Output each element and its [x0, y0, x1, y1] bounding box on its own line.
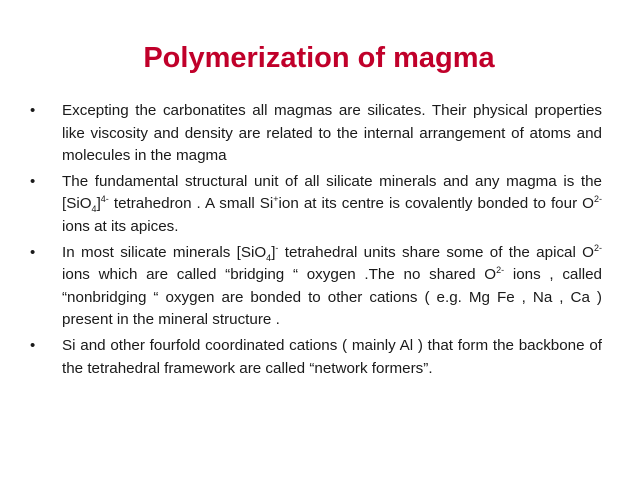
bullet-item-3: [30, 242, 602, 332]
superscript: 2-: [593, 242, 602, 253]
text-run: ]: [271, 243, 276, 261]
bullet-text: [62, 173, 602, 235]
bullet-item-1: [30, 100, 602, 168]
superscript: -: [275, 242, 279, 253]
text-run: ions , called “nonbridging “ oxygen are bonded to other cations ( e.g. Mg Fe , Na , Ca ) present in the mineral structure .: [62, 266, 603, 329]
subscript: 4: [266, 252, 272, 263]
text-run: ions at its apices.: [62, 217, 179, 235]
bullet-dot-icon: •: [30, 336, 36, 354]
bullet-list: [30, 100, 602, 383]
text-run: tetrahedral units share some of the apical O: [278, 243, 594, 261]
bullet-item-2: [30, 171, 602, 239]
text-run: ions which are called “bridging “ oxygen .The no shared O: [62, 266, 497, 284]
text-run: tetrahedron . A small Si: [108, 195, 274, 213]
bullet-text: [62, 244, 602, 329]
text-run: ion at its centre is covalently bonded to four O: [278, 195, 594, 213]
slide-title: Polymerization of magma: [143, 42, 495, 74]
bullet-text: Excepting the carbonatites all magmas are silicates. Their physical properties like viscosity and density are related to the internal arrangement of atoms and molecules in the magma: [62, 102, 602, 165]
bullet-dot-icon: •: [30, 102, 36, 119]
superscript: 4-: [100, 194, 109, 205]
bullet-item-4: [30, 335, 602, 380]
superscript: 2-: [496, 265, 505, 276]
text-run: The fundamental structural unit of all silicate minerals and any magma is the [SiO: [62, 172, 602, 213]
text-run: In most silicate minerals [SiO: [62, 243, 267, 261]
superscript: +: [273, 194, 279, 205]
subscript: 4: [91, 204, 97, 215]
bullet-dot-icon: •: [30, 243, 36, 261]
text-run: ]: [96, 195, 101, 213]
bullet-text: Si and other fourfold coordinated cations ( mainly Al ) that form the backbone of the tetrahedral framework are called “network formers”.: [62, 336, 602, 377]
bullet-dot-icon: •: [30, 172, 36, 190]
superscript: 2-: [593, 194, 602, 205]
